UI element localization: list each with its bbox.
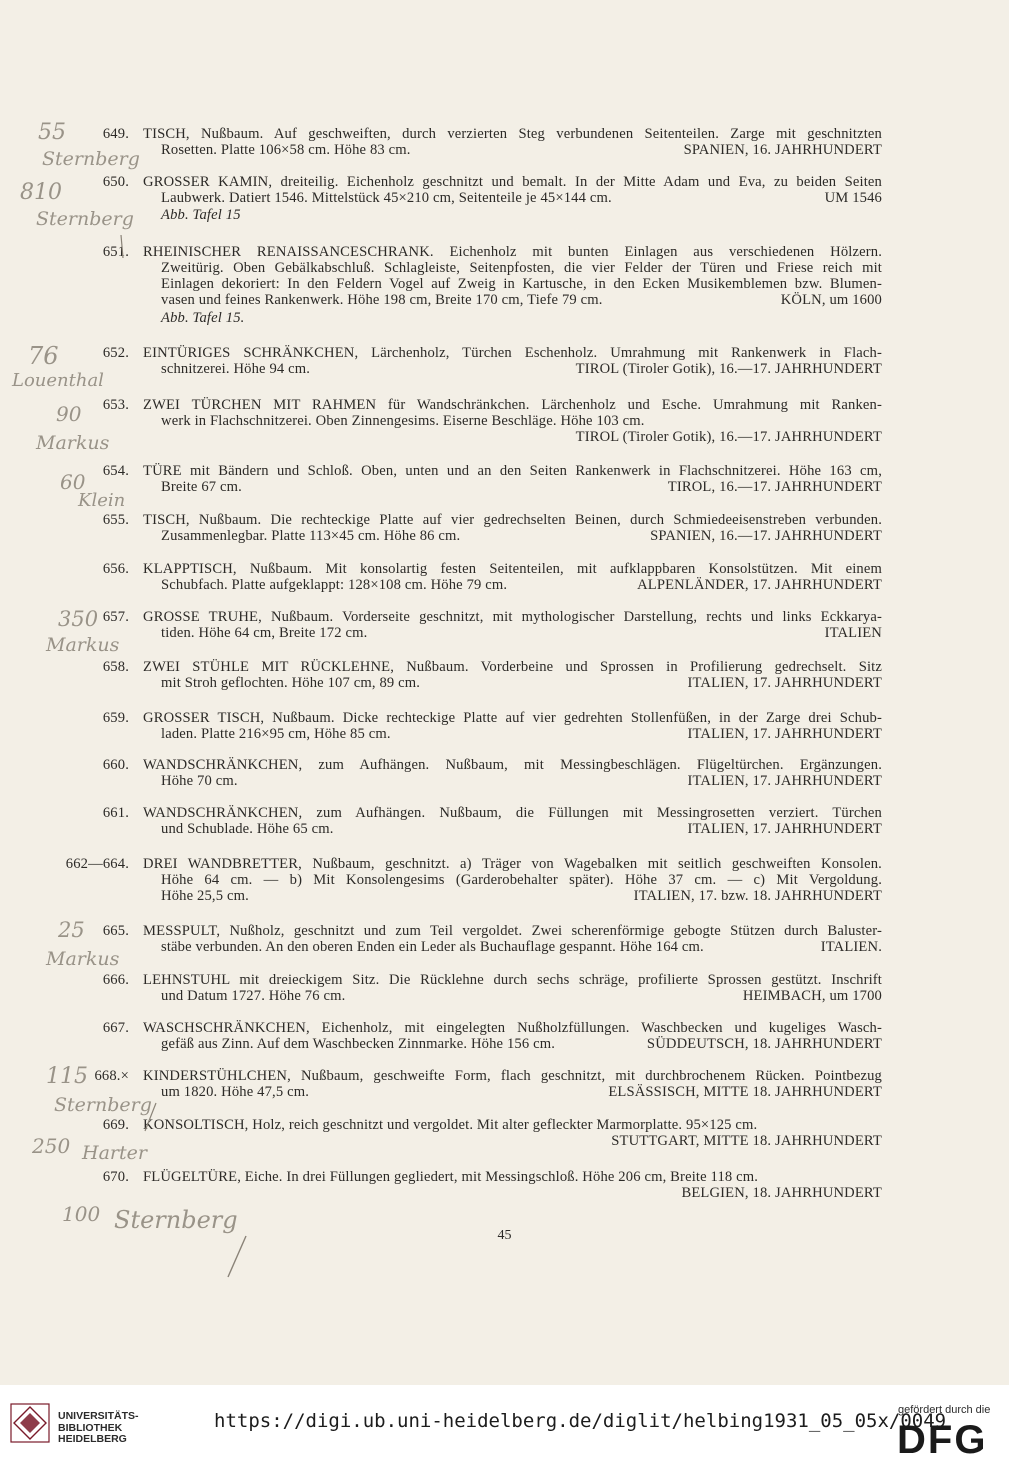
entry-text: LEHNSTUHL mit dreieckigem Sitz. Die Rücklehne durch sechs schräge, profilierte Sprossen gestützt. Inschrift bbox=[143, 972, 882, 988]
lot-number: 655. bbox=[102, 512, 129, 528]
plate-reference: Abb. Tafel 15. bbox=[161, 310, 245, 326]
entry-last-line: tiden. Höhe 64 cm, Breite 172 cm. ITALIEN bbox=[161, 625, 882, 641]
pencil-buyer: Markus bbox=[36, 432, 110, 454]
lot-number: 670. bbox=[102, 1169, 129, 1185]
dfg-caption: gefördert durch die bbox=[898, 1404, 991, 1416]
lot-number: 653. bbox=[102, 397, 129, 413]
entry-last-line: Schubfach. Platte aufgeklappt: 128×108 cm. Höhe 79 cm. ALPENLÄNDER, 17. JAHRHUNDERT bbox=[161, 577, 882, 593]
lot-number: 668.× bbox=[94, 1068, 129, 1084]
entry-last-line: Höhe 70 cm. ITALIEN, 17. JAHRHUNDERT bbox=[161, 773, 882, 789]
plate-reference: Abb. Tafel 15 bbox=[161, 207, 241, 223]
permalink-url[interactable]: https://digi.ub.uni-heidelberg.de/diglit/helbing1931_05_05x/0049 bbox=[214, 1410, 947, 1432]
lot-number: 667. bbox=[102, 1020, 129, 1036]
pencil-price: 250 bbox=[32, 1134, 71, 1158]
entry-text: KONSOLTISCH, Holz, reich geschnitzt und vergoldet. Mit alter gefleckter Marmorplatte. 95×125 cm. bbox=[143, 1117, 758, 1133]
entry-text: MESSPULT, Nußholz, geschnitzt und zum Teil vergoldet. Zwei scherenförmige gebogte Stützen durch Baluster- bbox=[143, 923, 882, 939]
pencil-buyer: Klein bbox=[78, 490, 126, 511]
entry-text: FLÜGELTÜRE, Eiche. In drei Füllungen gegliedert, mit Messingschloß. Höhe 206 cm, Breite 118 cm. bbox=[143, 1169, 759, 1185]
entry-text: ZWEI TÜRCHEN MIT RAHMEN für Wandschränkchen. Lärchenholz und Esche. Umrahmung mit Ranken- bbox=[143, 397, 882, 413]
lot-number: 659. bbox=[102, 710, 129, 726]
entry-last-line: schnitzerei. Höhe 94 cm. TIROL (Tiroler Gotik), 16.—17. JAHRHUNDERT bbox=[161, 361, 882, 377]
entry-last-line: mit Stroh geflochten. Höhe 107 cm, 89 cm. ITALIEN, 17. JAHRHUNDERT bbox=[161, 675, 882, 691]
lot-number: 652. bbox=[102, 345, 129, 361]
lot-number: 651. bbox=[102, 244, 129, 260]
entry-text: WASCHSCHRÄNKCHEN, Eichenholz, mit eingelegten Nußholzfüllungen. Waschbecken und kugeliges Wasch- bbox=[143, 1020, 882, 1036]
entry-last-line: Höhe 25,5 cm. ITALIEN, 17. bzw. 18. JAHRHUNDERT bbox=[161, 888, 882, 904]
pencil-price: 810 bbox=[20, 180, 62, 205]
entry-text: Einlagen dekoriert: In den Feldern Vogel auf Zweig in Kartusche, in den Ecken Musikemblemen bzw. Blumen- bbox=[161, 276, 882, 292]
entry-text: WANDSCHRÄNKCHEN, zum Aufhängen. Nußbaum, mit Messingbeschlägen. Flügeltürchen. Ergänzungen. bbox=[143, 757, 882, 773]
entry-text: TISCH, Nußbaum. Auf geschweiften, durch verzierten Steg verbundenen Seitenteilen. Zarge mit geschnitzten bbox=[143, 126, 882, 142]
entry-text: WANDSCHRÄNKCHEN, zum Aufhängen. Nußbaum, die Füllungen mit Messingrosetten verziert. Türchen bbox=[143, 805, 882, 821]
pencil-buyer: Sternberg bbox=[36, 208, 134, 230]
pencil-price: 25 bbox=[58, 918, 85, 942]
lot-number: 661. bbox=[102, 805, 129, 821]
page-number: 45 bbox=[497, 1228, 512, 1243]
entry-text: EINTÜRIGES SCHRÄNKCHEN, Lärchenholz, Türchen Eschenholz. Umrahmung mit Rankenwerk in Flach- bbox=[143, 345, 882, 361]
lot-number: 662—664. bbox=[65, 856, 129, 872]
entry-last-line: gefäß aus Zinn. Auf dem Waschbecken Zinnmarke. Höhe 156 cm. SÜDDEUTSCH, 18. JAHRHUNDERT bbox=[161, 1036, 882, 1052]
entry-text: TÜRE mit Bändern und Schloß. Oben, unten und an den Seiten Rankenwerk in Flachschnitzerei. Höhe 163 cm, bbox=[143, 463, 882, 479]
pencil-price: 55 bbox=[38, 120, 66, 145]
entry-text: KLAPPTISCH, Nußbaum. Mit konsolartig festen Seitenteilen, mit aufklappbaren Konsolstützen. Mit einem bbox=[143, 561, 882, 577]
lot-number: 654. bbox=[102, 463, 129, 479]
entry-text: GROSSER TISCH, Nußbaum. Dicke rechteckige Platte auf vier gedrehten Stollenfüßen, in der Zarge drei Schub- bbox=[143, 710, 882, 726]
pencil-buyer: Sternberg bbox=[42, 148, 140, 170]
entry-text: werk in Flachschnitzerei. Oben Zinnengesims. Eiserne Beschläge. Höhe 103 cm. bbox=[161, 413, 645, 429]
entry-text: GROSSE TRUHE, Nußbaum. Vorderseite geschnitzt, mit mythologischer Darstellung, rechts und links Eckkarya- bbox=[143, 609, 882, 625]
pencil-price: 350 bbox=[58, 607, 99, 631]
entry-text: GROSSER KAMIN, dreiteilig. Eichenholz geschnitzt und bemalt. In der Mitte Adam und Eva, zu beiden Seiten bbox=[143, 174, 882, 190]
entry-last-line: um 1820. Höhe 47,5 cm. ELSÄSSISCH, MITTE 18. JAHRHUNDERT bbox=[161, 1084, 882, 1100]
entry-text: TISCH, Nußbaum. Die rechteckige Platte auf vier gedrechselten Beinen, durch Schmiedeeisenstreben verbunden. bbox=[143, 512, 882, 528]
pencil-buyer: Markus bbox=[46, 948, 120, 970]
entry-text: KINDERSTÜHLCHEN, Nußbaum, geschweifte Form, flach geschnitzt, mit durchbrochenem Rücken. Pointbezug bbox=[143, 1068, 882, 1084]
university-library-logo[interactable] bbox=[10, 1403, 50, 1443]
lot-number: 656. bbox=[102, 561, 129, 577]
entry-last-line: laden. Platte 216×95 cm, Höhe 85 cm. ITALIEN, 17. JAHRHUNDERT bbox=[161, 726, 882, 742]
pencil-buyer: Harter bbox=[82, 1142, 147, 1164]
entry-text: Zweitürig. Oben Gebälkabschluß. Schlagleiste, Seitenpfosten, die vier Felder der Türen und Friese reich mit bbox=[161, 260, 882, 276]
entry-text: DREI WANDBRETTER, Nußbaum, geschnitzt. a) Träger von Wagebalken mit seitlich geschweiften Konsolen. bbox=[143, 856, 882, 872]
entry-last-line: und Datum 1727. Höhe 76 cm. HEIMBACH, um 1700 bbox=[161, 988, 882, 1004]
entry-last-line: Breite 67 cm. TIROL, 16.—17. JAHRHUNDERT bbox=[161, 479, 882, 495]
entry-text: Höhe 64 cm. — b) Mit Konsolengesims (Garderobehalter später). Höhe 37 cm. — c) Mit Vergoldung. bbox=[161, 872, 882, 888]
entry-last-line: und Schublade. Höhe 65 cm. ITALIEN, 17. JAHRHUNDERT bbox=[161, 821, 882, 837]
entry-last-line: Rosetten. Platte 106×58 cm. Höhe 83 cm. SPANIEN, 16. JAHRHUNDERT bbox=[161, 142, 882, 158]
lot-number: 665. bbox=[102, 923, 129, 939]
university-library-name: UNIVERSITÄTS- BIBLIOTHEK HEIDELBERG bbox=[58, 1410, 139, 1445]
entry-text: RHEINISCHER RENAISSANCESCHRANK. Eichenholz mit bunten Einlagen aus verschiedenen Hölzern. bbox=[143, 244, 882, 260]
pencil-buyer: Markus bbox=[46, 634, 120, 656]
entry-origin: STUTTGART, MITTE 18. JAHRHUNDERT bbox=[611, 1133, 882, 1149]
entry-text: ZWEI STÜHLE MIT RÜCKLEHNE, Nußbaum. Vorderbeine und Sprossen in Profilierung gedrechselt. Sitz bbox=[143, 659, 882, 675]
lot-number: 666. bbox=[102, 972, 129, 988]
entry-origin: BELGIEN, 18. JAHRHUNDERT bbox=[681, 1185, 882, 1201]
lot-number: 650. bbox=[102, 174, 129, 190]
lot-number: 660. bbox=[102, 757, 129, 773]
pencil-price: 100 bbox=[62, 1202, 101, 1226]
lot-number: 649. bbox=[102, 126, 129, 142]
entry-last-line: Laubwerk. Datiert 1546. Mittelstück 45×210 cm, Seitenteile je 45×144 cm. UM 1546 bbox=[161, 190, 882, 206]
pencil-price: 90 bbox=[56, 402, 82, 426]
lot-number: 657. bbox=[102, 609, 129, 625]
pencil-buyer: Sternberg bbox=[54, 1094, 152, 1116]
entry-last-line: stäbe verbunden. An den oberen Enden ein Leder als Buchauflage gespannt. Höhe 164 cm. ITALIEN. bbox=[161, 939, 882, 955]
pencil-price: 76 bbox=[28, 342, 59, 370]
pencil-price: 115 bbox=[46, 1064, 88, 1089]
entry-last-line: Zusammenlegbar. Platte 113×45 cm. Höhe 86 cm. SPANIEN, 16.—17. JAHRHUNDERT bbox=[161, 528, 882, 544]
pencil-price: 60 bbox=[60, 470, 86, 494]
pencil-buyer: Louenthal bbox=[12, 370, 104, 391]
entry-last-line: TIROL (Tiroler Gotik), 16.—17. JAHRHUNDERT bbox=[575, 429, 882, 445]
lot-number: 669. bbox=[102, 1117, 129, 1133]
dfg-logo[interactable]: DFG bbox=[897, 1418, 988, 1462]
lot-number: 658. bbox=[102, 659, 129, 675]
pencil-buyer: Sternberg bbox=[114, 1206, 238, 1234]
entry-last-line: vasen und feines Rankenwerk. Höhe 198 cm, Breite 170 cm, Tiefe 79 cm. KÖLN, um 1600 bbox=[161, 292, 882, 308]
